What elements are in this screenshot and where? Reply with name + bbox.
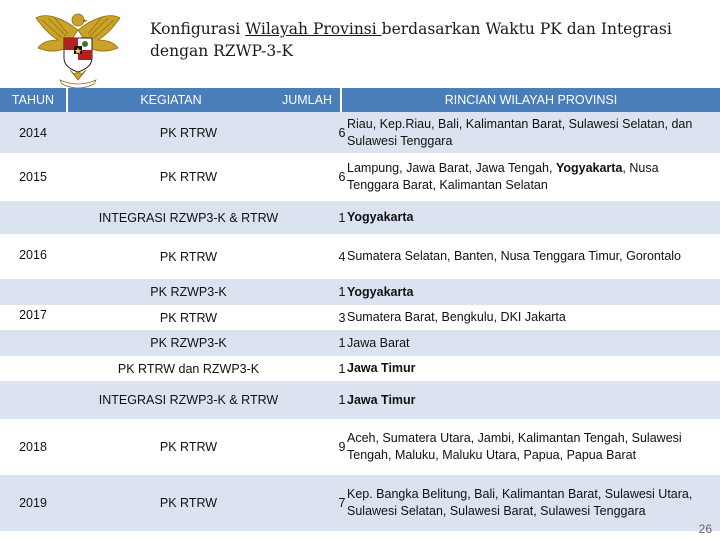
cell-year	[0, 330, 66, 356]
cell-year: 2015	[19, 170, 47, 184]
page-title: Konfigurasi Wilayah Provinsi berdasarkan Waktu PK dan Integrasi dengan RZWP-3-K	[150, 20, 672, 60]
cell-detail: Lampung, Jawa Barat, Jawa Tengah, Yogyakarta, Nusa Tenggara Barat, Kalimantan Selatan	[347, 161, 659, 192]
cell-activity: PK RTRW	[159, 496, 218, 510]
cell-activity: PK RTRW	[159, 170, 218, 184]
table-row	[0, 201, 720, 234]
cell-detail: Yogyakarta	[347, 284, 414, 299]
cell-detail: Jawa Timur	[347, 392, 416, 407]
page-number: 26	[698, 522, 712, 536]
cell-count: 1	[338, 210, 346, 225]
cell-detail: Sumatera Barat, Bengkulu, DKI Jakarta	[347, 310, 566, 324]
cell-activity: PK RTRW dan RZWP3-K	[117, 361, 260, 376]
cell-detail: Riau, Kep.Riau, Bali, Kalimantan Barat, Sulawesi Selatan, dan Sulawesi Tenggara	[347, 116, 693, 148]
slide-header	[0, 0, 720, 88]
table-row	[0, 153, 720, 201]
cell-count: 4	[338, 249, 346, 264]
cell-year	[0, 279, 66, 305]
province-table	[0, 112, 720, 540]
cell-activity: INTEGRASI RZWP3-K & RTRW	[98, 393, 279, 407]
garuda-emblem-icon	[28, 8, 128, 88]
cell-detail: Aceh, Sumatera Utara, Jambi, Kalimantan Tengah, Sulawesi Tengah, Maluku, Maluku Utara, Papua, Papua Barat	[347, 431, 682, 462]
title-underlined-text: Wilayah Provinsi	[245, 20, 382, 38]
cell-detail: Kep. Bangka Belitung, Bali, Kalimantan Barat, Sulawesi Utara, Sulawesi Selatan, Sulawesi Barat, Sulawesi Tenggara	[347, 487, 693, 518]
table-row	[0, 330, 720, 356]
cell-year: 2019	[19, 496, 47, 510]
cell-count: 3	[338, 310, 346, 325]
cell-year	[0, 201, 66, 234]
table-row	[0, 305, 720, 330]
cell-year	[0, 356, 66, 381]
column-header-activity: KEGIATAN	[140, 93, 202, 107]
cell-count: 1	[338, 361, 346, 376]
cell-activity: PK RTRW	[159, 249, 218, 264]
column-header-count: JUMLAH	[281, 93, 332, 107]
column-header-detail: RINCIAN WILAYAH PROVINSI	[444, 93, 618, 107]
column-header-year: TAHUN	[11, 93, 55, 107]
cell-count: 1	[338, 285, 346, 299]
cell-count: 6	[338, 170, 346, 184]
table-row	[0, 112, 720, 153]
table-row	[0, 356, 720, 381]
cell-activity: PK RTRW	[159, 310, 218, 325]
cell-count: 1	[338, 393, 346, 407]
table-header	[0, 88, 720, 112]
cell-activity: INTEGRASI RZWP3-K & RTRW	[98, 210, 279, 225]
title-line-2: dengan RZWP-3-K	[150, 42, 294, 60]
cell-activity: PK RZWP3-K	[150, 285, 227, 299]
cell-count: 9	[338, 440, 346, 454]
cell-activity: PK RTRW	[159, 440, 218, 454]
cell-detail: Yogyakarta	[347, 210, 414, 224]
cell-year: 2016	[19, 248, 47, 262]
year-label-2017: 2017	[19, 308, 47, 322]
cell-year	[0, 381, 66, 419]
cell-detail: Jawa Barat	[347, 335, 410, 350]
table-row	[0, 234, 720, 279]
table-row	[0, 419, 720, 475]
cell-count: 1	[338, 336, 346, 350]
cell-detail: Sumatera Selatan, Banten, Nusa Tenggara Timur, Gorontalo	[347, 249, 681, 263]
table-row	[0, 279, 720, 305]
cell-count: 7	[338, 496, 346, 510]
cell-count: 6	[338, 125, 346, 140]
table-row	[0, 475, 720, 531]
table-row	[0, 381, 720, 419]
cell-year: 2018	[19, 440, 47, 454]
cell-detail: Jawa Timur	[347, 361, 416, 375]
cell-activity: PK RTRW	[159, 125, 218, 140]
cell-year: 2014	[19, 125, 47, 140]
cell-activity: PK RZWP3-K	[150, 336, 227, 350]
